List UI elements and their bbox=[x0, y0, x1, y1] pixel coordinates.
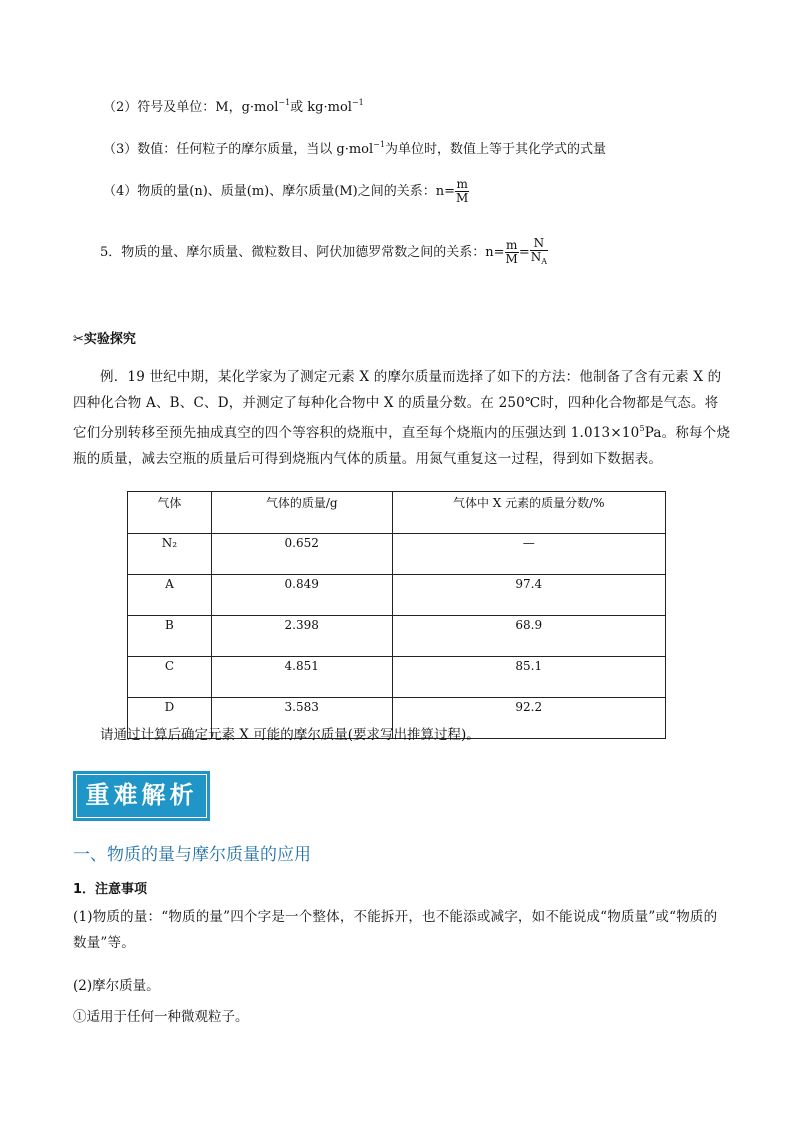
table-cell: 0.849 bbox=[211, 575, 392, 616]
table-cell: B bbox=[128, 616, 212, 657]
fraction-m-over-M bbox=[505, 239, 519, 266]
question-text: 请通过计算后确定元素 X 可能的摩尔质量(要求写出推算过程)。 bbox=[100, 727, 480, 743]
banner-label: 重难解析 bbox=[76, 774, 207, 818]
table-cell: 3.583 bbox=[211, 698, 392, 739]
applicability-note: ①适用于任何一种微观粒子。 bbox=[73, 1009, 249, 1025]
table-cell: A bbox=[128, 575, 212, 616]
paragraph-line: 例．19 世纪中期，某化学家为了测定元素 X 的摩尔质量而选择了如下的方法：他制备了含有元素 X 的 bbox=[100, 369, 722, 385]
denominator: M bbox=[455, 191, 469, 205]
item-text: （2）符号及单位：M，g·mol bbox=[103, 100, 279, 115]
fraction-N-over-NA bbox=[530, 237, 548, 268]
table-cell: 4.851 bbox=[211, 657, 392, 698]
table-cell: 92.2 bbox=[392, 698, 665, 739]
numerator: m bbox=[506, 238, 518, 252]
table-header-cell: 气体的质量/g bbox=[211, 492, 392, 534]
item-text: 或 kg·mol bbox=[290, 100, 352, 115]
superscript: −1 bbox=[351, 98, 364, 107]
numerator: m bbox=[456, 177, 468, 191]
notes-paragraph bbox=[73, 904, 733, 956]
list-item-5 bbox=[100, 237, 548, 268]
section-title-text: 实验探究 bbox=[83, 332, 136, 347]
item-text: （3）数值：任何粒子的摩尔质量，当以 g·mol bbox=[103, 142, 374, 157]
table-header-cell: 气体 bbox=[128, 492, 212, 534]
experiment-section-title bbox=[73, 328, 136, 347]
line-text: Pa。称每个烧 bbox=[644, 425, 731, 441]
table-cell: 68.9 bbox=[392, 616, 665, 657]
numerator: N bbox=[530, 237, 548, 251]
paragraph-line: 四种化合物 A、B、C、D，并测定了每种化合物中 X 的质量分数。在 250℃时，四种化合物都是气态。将 bbox=[73, 395, 719, 411]
denominator bbox=[530, 251, 548, 268]
item-text: 为单位时，数值上等于其化学式的式量 bbox=[384, 142, 606, 157]
table-cell: 2.398 bbox=[211, 616, 392, 657]
table-cell: D bbox=[128, 698, 212, 739]
table-cell: 97.4 bbox=[392, 575, 665, 616]
paragraph-line bbox=[73, 416, 733, 446]
section-banner bbox=[73, 771, 210, 821]
table-row bbox=[128, 616, 666, 657]
na-base: N bbox=[530, 250, 542, 264]
item-text: 5．物质的量、摩尔质量、微粒数目、阿伏加德罗常数之间的关系：n= bbox=[100, 245, 505, 260]
denominator: M bbox=[505, 252, 518, 266]
table-header-cell: 气体中 X 元素的质量分数/% bbox=[392, 492, 665, 534]
table-cell: C bbox=[128, 657, 212, 698]
paragraph-line: (1)物质的量：“物质的量”四个字是一个整体，不能拆开，也不能添或减字，如不能说成“物质量”或“物质的 bbox=[73, 909, 718, 925]
paragraph-line: 瓶的质量，减去空瓶的质量后可得到烧瓶内气体的质量。用氮气重复这一过程，得到如下数据表。 bbox=[73, 451, 663, 467]
table-cell: 0.652 bbox=[211, 534, 392, 575]
superscript: −1 bbox=[278, 98, 291, 107]
data-table bbox=[127, 491, 666, 739]
table-cell: 85.1 bbox=[392, 657, 665, 698]
table-row bbox=[128, 575, 666, 616]
table-cell: N₂ bbox=[128, 534, 212, 575]
list-item-2 bbox=[103, 94, 364, 117]
item-text: （4）物质的量(n)、质量(m)、摩尔质量(M)之间的关系：n= bbox=[103, 184, 455, 199]
superscript: −1 bbox=[373, 140, 385, 149]
table-cell: — bbox=[392, 534, 665, 575]
superscript: 5 bbox=[639, 424, 645, 433]
na-subscript: A bbox=[541, 257, 548, 266]
section-heading: 一、物质的量与摩尔质量的应用 bbox=[73, 845, 311, 865]
list-item-3 bbox=[103, 136, 606, 159]
table-row bbox=[128, 534, 666, 575]
paragraph-line: 数量”等。 bbox=[73, 935, 135, 951]
sub-heading: 1．注意事项 bbox=[73, 882, 148, 897]
table-row bbox=[128, 657, 666, 698]
fraction-m-over-M bbox=[455, 178, 469, 205]
scissors-icon: ✂ bbox=[73, 332, 84, 347]
equals-sign: = bbox=[518, 245, 530, 260]
molar-mass-note: (2)摩尔质量。 bbox=[73, 978, 160, 994]
table-header-row bbox=[128, 492, 666, 534]
example-paragraph bbox=[73, 364, 733, 472]
list-item-4 bbox=[103, 178, 469, 205]
line-text: 它们分别转移至预先抽成真空的四个等容积的烧瓶中，直至每个烧瓶内的压强达到 1.013×10 bbox=[73, 425, 640, 441]
